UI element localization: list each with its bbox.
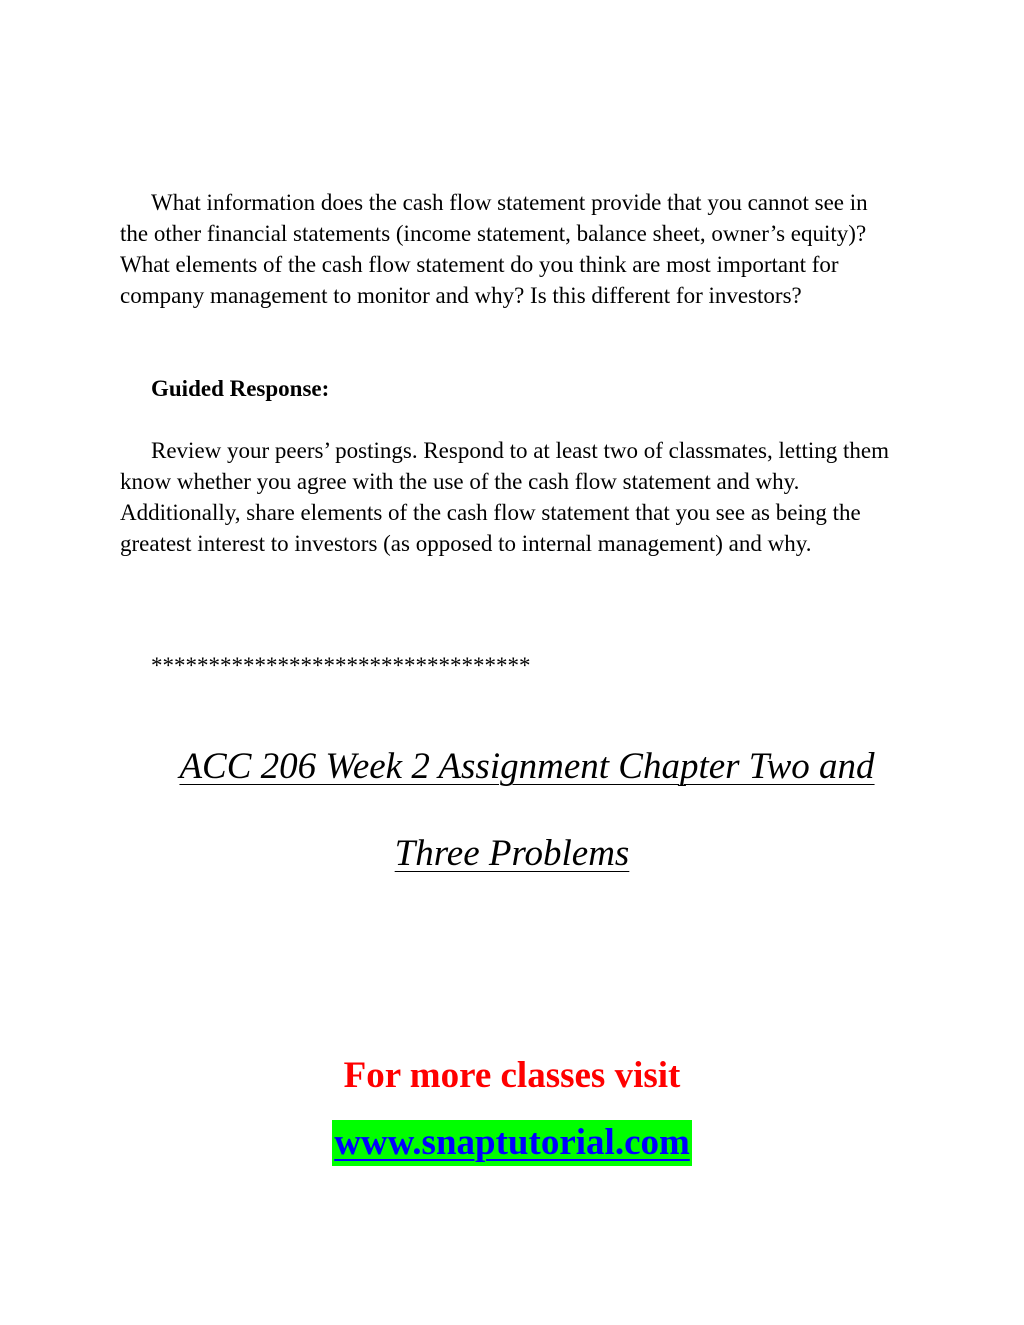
separator-line: *********************************: [151, 653, 531, 678]
promo-link-container: [0, 1120, 1024, 1166]
response-paragraph: Review your peers’ postings. Respond to at least two of classmates, letting them know whether you agree with the use of the cash flow statement and why. Additionally, share elements of the cash flow statement that you see as being the greatest interest to investors (as opposed to internal management) and why.: [120, 438, 889, 556]
assignment-heading-line-1: ACC 206 Week 2 Assignment Chapter Two and: [179, 746, 875, 787]
question-paragraph: What information does the cash flow statement provide that you cannot see in the other financial statements (income statement, balance sheet, owner’s equity)? What elements of the cash flow statement do you think are most important for company management to monitor and why? Is this different for investors?: [120, 190, 868, 308]
guided-response-label: Guided Response:: [151, 376, 330, 401]
assignment-heading-line-2: Three Problems: [394, 833, 630, 874]
snaptutorial-link[interactable]: www.snaptutorial.com: [332, 1120, 692, 1166]
promo-text: For more classes visit: [343, 1055, 681, 1096]
